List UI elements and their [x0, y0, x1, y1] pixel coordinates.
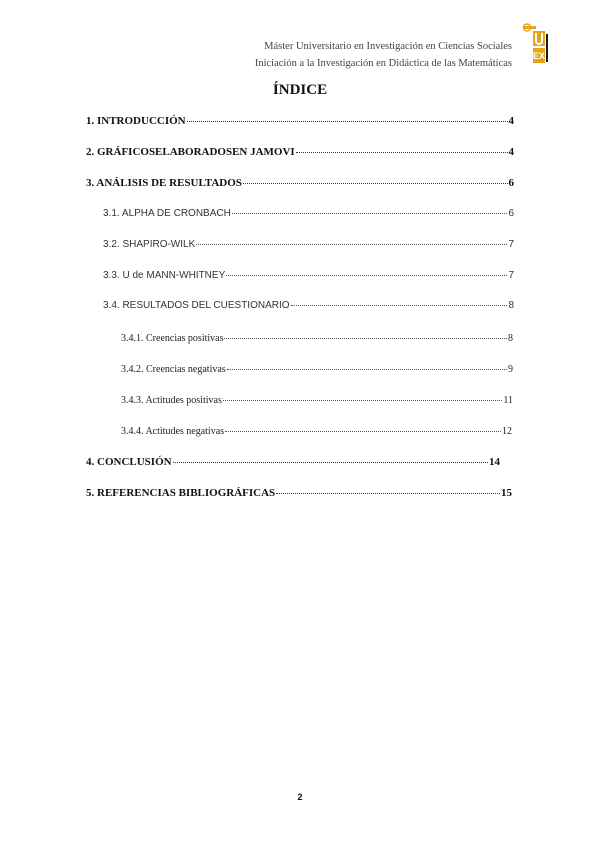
svg-text:EX: EX	[532, 51, 546, 61]
page-title: ÍNDICE	[272, 82, 328, 98]
toc-entry-label: 1. INTRODUCCIÓN	[86, 115, 186, 127]
toc-entry-label: 3.4.1. Creencias positivas	[121, 333, 224, 344]
leader-dots	[187, 121, 508, 122]
page-header	[255, 38, 512, 72]
toc-entry[interactable]	[103, 270, 514, 286]
toc-entry[interactable]	[121, 333, 513, 349]
leader-dots	[223, 400, 503, 401]
toc-entry[interactable]	[86, 487, 512, 503]
page-number: 2	[297, 792, 303, 802]
toc-entry[interactable]	[86, 456, 500, 472]
toc-entry-page: 7	[508, 270, 514, 281]
toc-entry-label: 3.4.3. Actitudes positivas	[121, 395, 222, 406]
leader-dots	[227, 369, 507, 370]
toc-entry-page: 7	[508, 239, 514, 250]
header-line-1: Máster Universitario en Investigación en Ciencias Sociales	[264, 41, 512, 52]
toc-entry-page: 9	[508, 364, 513, 375]
toc-entry-page: 8	[508, 333, 513, 344]
toc-entry-label: 3.1. ALPHA DE CRONBACH	[103, 208, 231, 219]
toc-entry-label: 3.4.2. Creencias negativas	[121, 364, 226, 375]
toc-entry-page: 14	[489, 456, 500, 468]
toc-entry[interactable]	[121, 395, 513, 411]
toc-entry[interactable]	[86, 146, 514, 162]
toc-entry-label: 3.4.4. Actitudes negativas	[121, 426, 225, 437]
toc-entry-page: 11	[503, 395, 513, 406]
toc-entry-page: 4	[508, 115, 514, 127]
toc-entry-page: 6	[508, 208, 514, 219]
toc-entry-page: 15	[501, 487, 512, 499]
leader-dots	[196, 244, 507, 245]
toc-entry[interactable]	[86, 177, 514, 193]
toc-entry[interactable]	[121, 364, 513, 380]
leader-dots	[224, 338, 507, 339]
toc-entry-label: 3. ANÁLISIS DE RESULTADOS	[86, 177, 242, 189]
leader-dots	[243, 183, 508, 184]
leader-dots	[291, 305, 508, 306]
toc-entry-page: 6	[508, 177, 514, 189]
toc-entry-label: 3.3. U de MANN-WHITNEY	[103, 270, 226, 281]
toc-entry-label: 3.2. SHAPIRO-WILK	[103, 239, 196, 250]
leader-dots	[226, 275, 507, 276]
toc-entry[interactable]	[121, 426, 512, 442]
toc-entry-page: 8	[508, 300, 514, 311]
toc-entry-page: 4	[508, 146, 514, 158]
leader-dots	[225, 431, 501, 432]
leader-dots	[276, 493, 500, 494]
toc-entry-label: 4. CONCLUSIÓN	[86, 456, 172, 468]
toc-entry-label: 3.4. RESULTADOS DEL CUESTIONARIO	[103, 300, 290, 311]
toc-entry[interactable]	[103, 239, 514, 255]
leader-dots	[296, 152, 508, 153]
toc-entry-label: 5. REFERENCIAS BIBLIOGRÁFICAS	[86, 487, 276, 499]
toc-entry-page: 12	[502, 426, 512, 437]
toc-entry[interactable]	[103, 300, 514, 316]
toc-entry[interactable]	[103, 208, 514, 224]
uex-logo-icon	[521, 22, 549, 68]
leader-dots	[232, 213, 508, 214]
toc-entry-label: 2. GRÁFICOSELABORADOSEN JAMOVI	[86, 146, 295, 158]
leader-dots	[173, 462, 488, 463]
toc-entry[interactable]	[86, 115, 514, 131]
header-line-2: Iniciación a la Investigación en Didáctica de las Matemáticas	[254, 58, 512, 69]
